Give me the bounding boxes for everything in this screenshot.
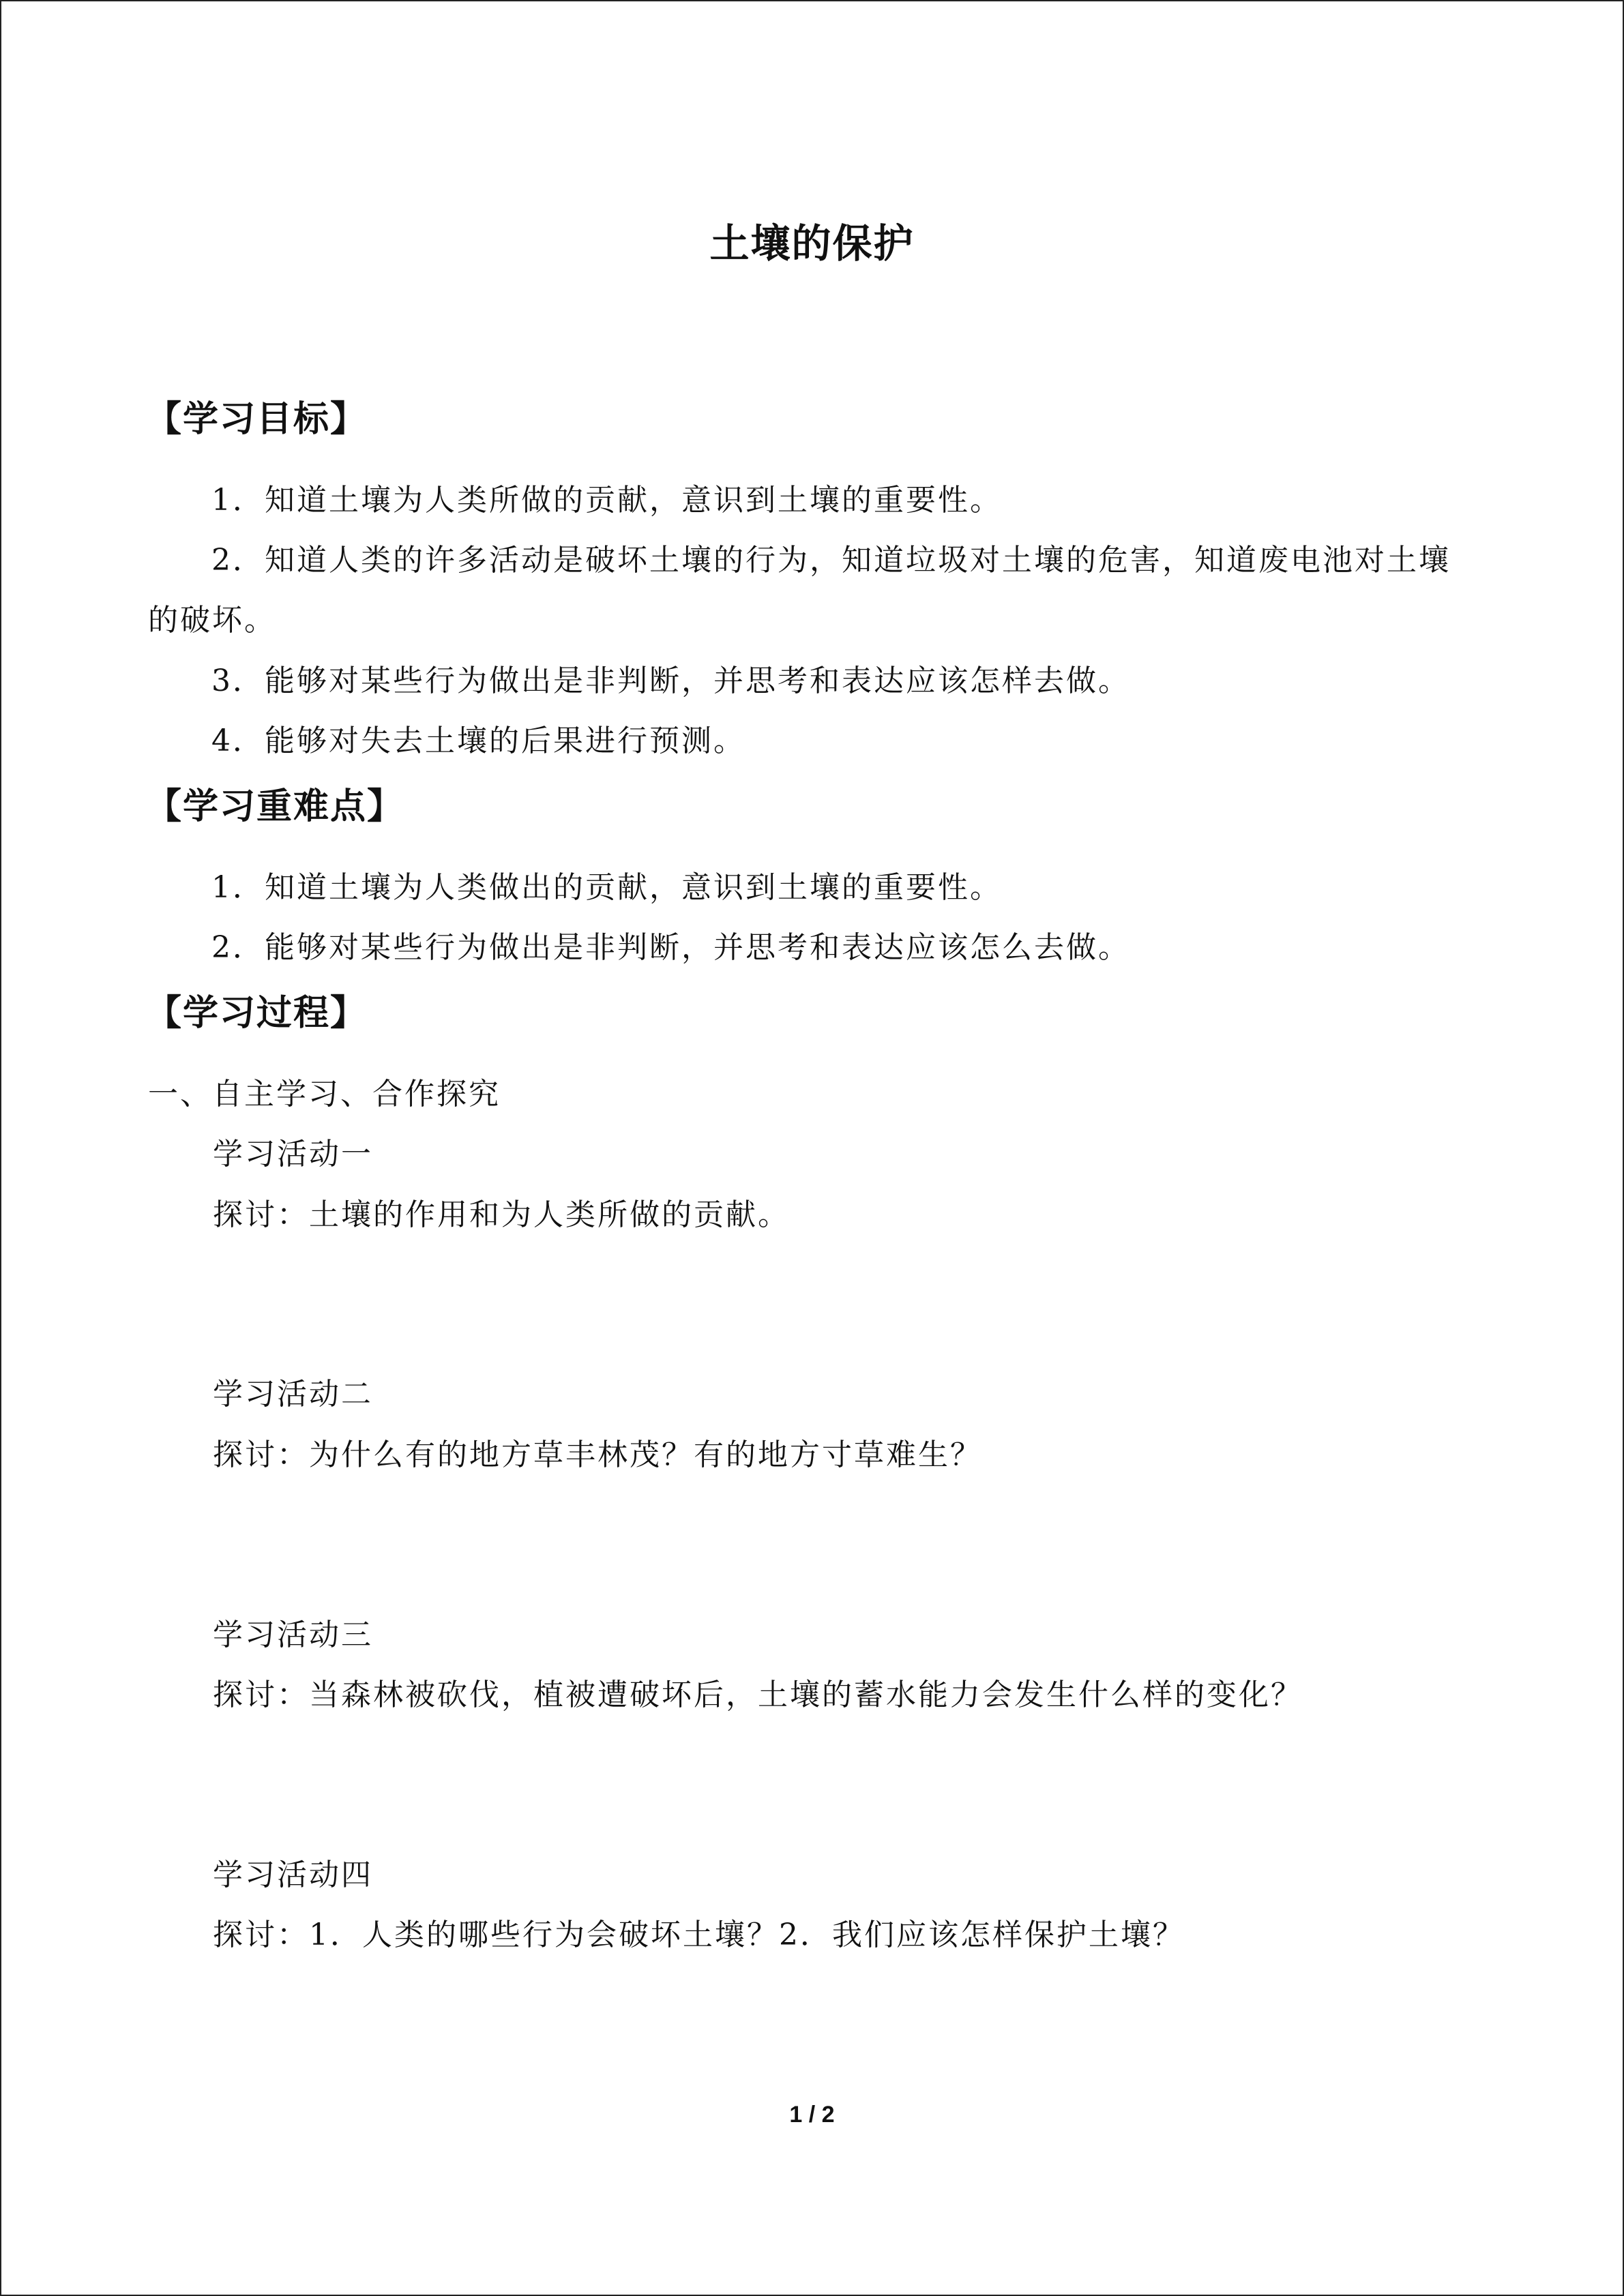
activity-prompt: 探讨：土壤的作用和为人类所做的贡献。 [213, 1197, 790, 1232]
activity-title: 学习活动四 [213, 1858, 373, 1892]
key-points-heading: 【学习重难点】 [146, 786, 404, 827]
activity-prompt: 探讨：为什么有的地方草丰林茂？有的地方寸草难生？ [213, 1437, 982, 1472]
objectives-heading: 【学习目标】 [146, 399, 368, 440]
objective-item: 1．知道土壤为人类所做的贡献，意识到土壤的重要性。 [211, 483, 1002, 518]
objective-item: 4．能够对失去土壤的后果进行预测。 [211, 724, 745, 758]
activity-prompt: 探讨：1．人类的哪些行为会破坏土壤？2．我们应该怎样保护土壤？ [213, 1918, 1185, 1952]
activity-title: 学习活动二 [213, 1377, 373, 1412]
document-title: 土壤的保护 [709, 220, 915, 267]
objective-item: 2．知道人类的许多活动是破坏土壤的行为，知道垃圾对土壤的危害，知道废电池对土壤 [211, 543, 1451, 578]
key-point-item: 1．知道土壤为人类做出的贡献，意识到土壤的重要性。 [211, 870, 1002, 905]
section-title: 一、自主学习、合作探究 [148, 1077, 501, 1112]
objective-item-continuation: 的破坏。 [148, 603, 276, 638]
page-number: 1 / 2 [789, 2102, 835, 2128]
objective-item: 3．能够对某些行为做出是非判断，并思考和表达应该怎样去做。 [211, 664, 1130, 698]
activity-title: 学习活动一 [213, 1137, 373, 1172]
activity-title: 学习活动三 [213, 1617, 373, 1652]
activity-prompt: 探讨：当森林被砍伐，植被遭破坏后，土壤的蓄水能力会发生什么样的变化？ [213, 1678, 1303, 1712]
process-heading: 【学习过程】 [146, 993, 368, 1034]
key-point-item: 2．能够对某些行为做出是非判断，并思考和表达应该怎么去做。 [211, 930, 1130, 965]
